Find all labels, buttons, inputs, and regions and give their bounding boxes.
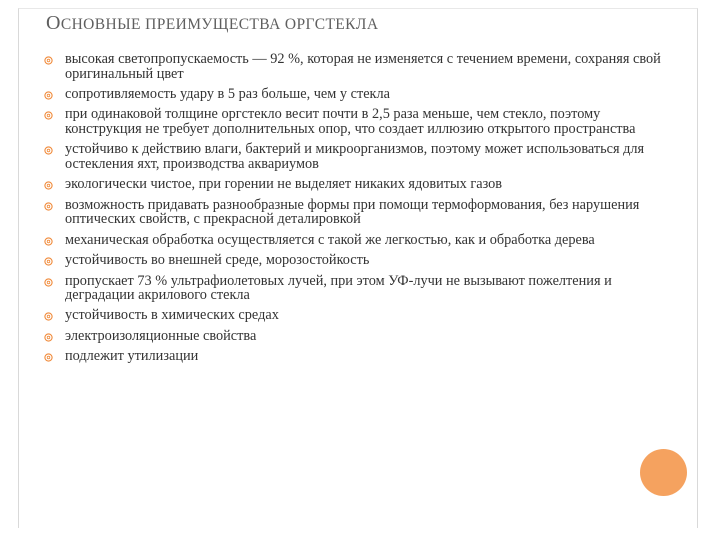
list-item	[44, 308, 674, 323]
list-item	[44, 177, 674, 192]
list-item-text: пропускает 73 % ультрафиолетовых лучей, при этом УФ-лучи не вызывают пожелтения и деградации акрилового стекла	[65, 272, 612, 304]
list-item	[44, 329, 674, 344]
list-item-text: при одинаковой толщине оргстекло весит почти в 2,5 раза меньше, чем стекло, поэтому конструкция не требует дополнительных опор, что создает иллюзию открытого пространства	[65, 106, 636, 137]
sun-bullet-icon	[44, 257, 53, 266]
sun-bullet-icon	[44, 237, 53, 246]
sun-bullet-icon	[44, 56, 53, 65]
slide-title-initial: О	[46, 12, 61, 34]
list-item-text: устойчивость во внешней среде, морозостойкость	[65, 252, 370, 269]
list-item-text: электроизоляционные свойства	[65, 327, 257, 344]
sun-bullet-icon	[44, 111, 53, 120]
sun-bullet-icon	[44, 181, 53, 190]
sun-bullet-icon	[44, 202, 53, 211]
sun-bullet-icon	[44, 91, 53, 100]
slide-title	[46, 12, 378, 35]
sun-bullet-icon	[44, 353, 53, 362]
list-item	[44, 87, 674, 102]
list-item-text: сопротивляемость удару в 5 раз больше, чем у стекла	[65, 85, 390, 102]
list-item-text: возможность придавать разнообразные формы при помощи термоформования, без нарушения оптических свойств, с прекрасной деталировкой	[65, 196, 640, 228]
list-item-text: высокая светопропускаемость — 92 %, которая не изменяется с течением времени, сохраняя свой оригинальный цвет	[65, 51, 661, 82]
list-item	[44, 52, 674, 81]
list-item	[44, 107, 674, 136]
list-item	[44, 253, 674, 268]
list-item-text: устойчивость в химических средах	[65, 307, 279, 324]
sun-bullet-icon	[44, 333, 53, 342]
list-item-text: механическая обработка осуществляется с такой же легкостью, как и обработка дерева	[65, 231, 595, 248]
list-item	[44, 349, 674, 364]
sun-bullet-icon	[44, 146, 53, 155]
advantages-list	[44, 52, 674, 370]
sun-bullet-icon	[44, 278, 53, 287]
decorative-accent-circle	[640, 449, 687, 496]
list-item	[44, 198, 674, 227]
list-item-text: подлежит утилизации	[65, 348, 199, 365]
list-item	[44, 233, 674, 248]
list-item-text: экологически чистое, при горении не выделяет никаких ядовитых газов	[65, 176, 503, 193]
sun-bullet-icon	[44, 312, 53, 321]
list-item	[44, 142, 674, 171]
list-item	[44, 274, 674, 303]
list-item-text: устойчиво к действию влаги, бактерий и микроорганизмов, поэтому может использоваться для остекления яхт, производства аквариумов	[65, 141, 645, 172]
slide-title-rest: СНОВНЫЕ ПРЕИМУЩЕСТВА ОРГСТЕКЛА	[60, 16, 379, 33]
